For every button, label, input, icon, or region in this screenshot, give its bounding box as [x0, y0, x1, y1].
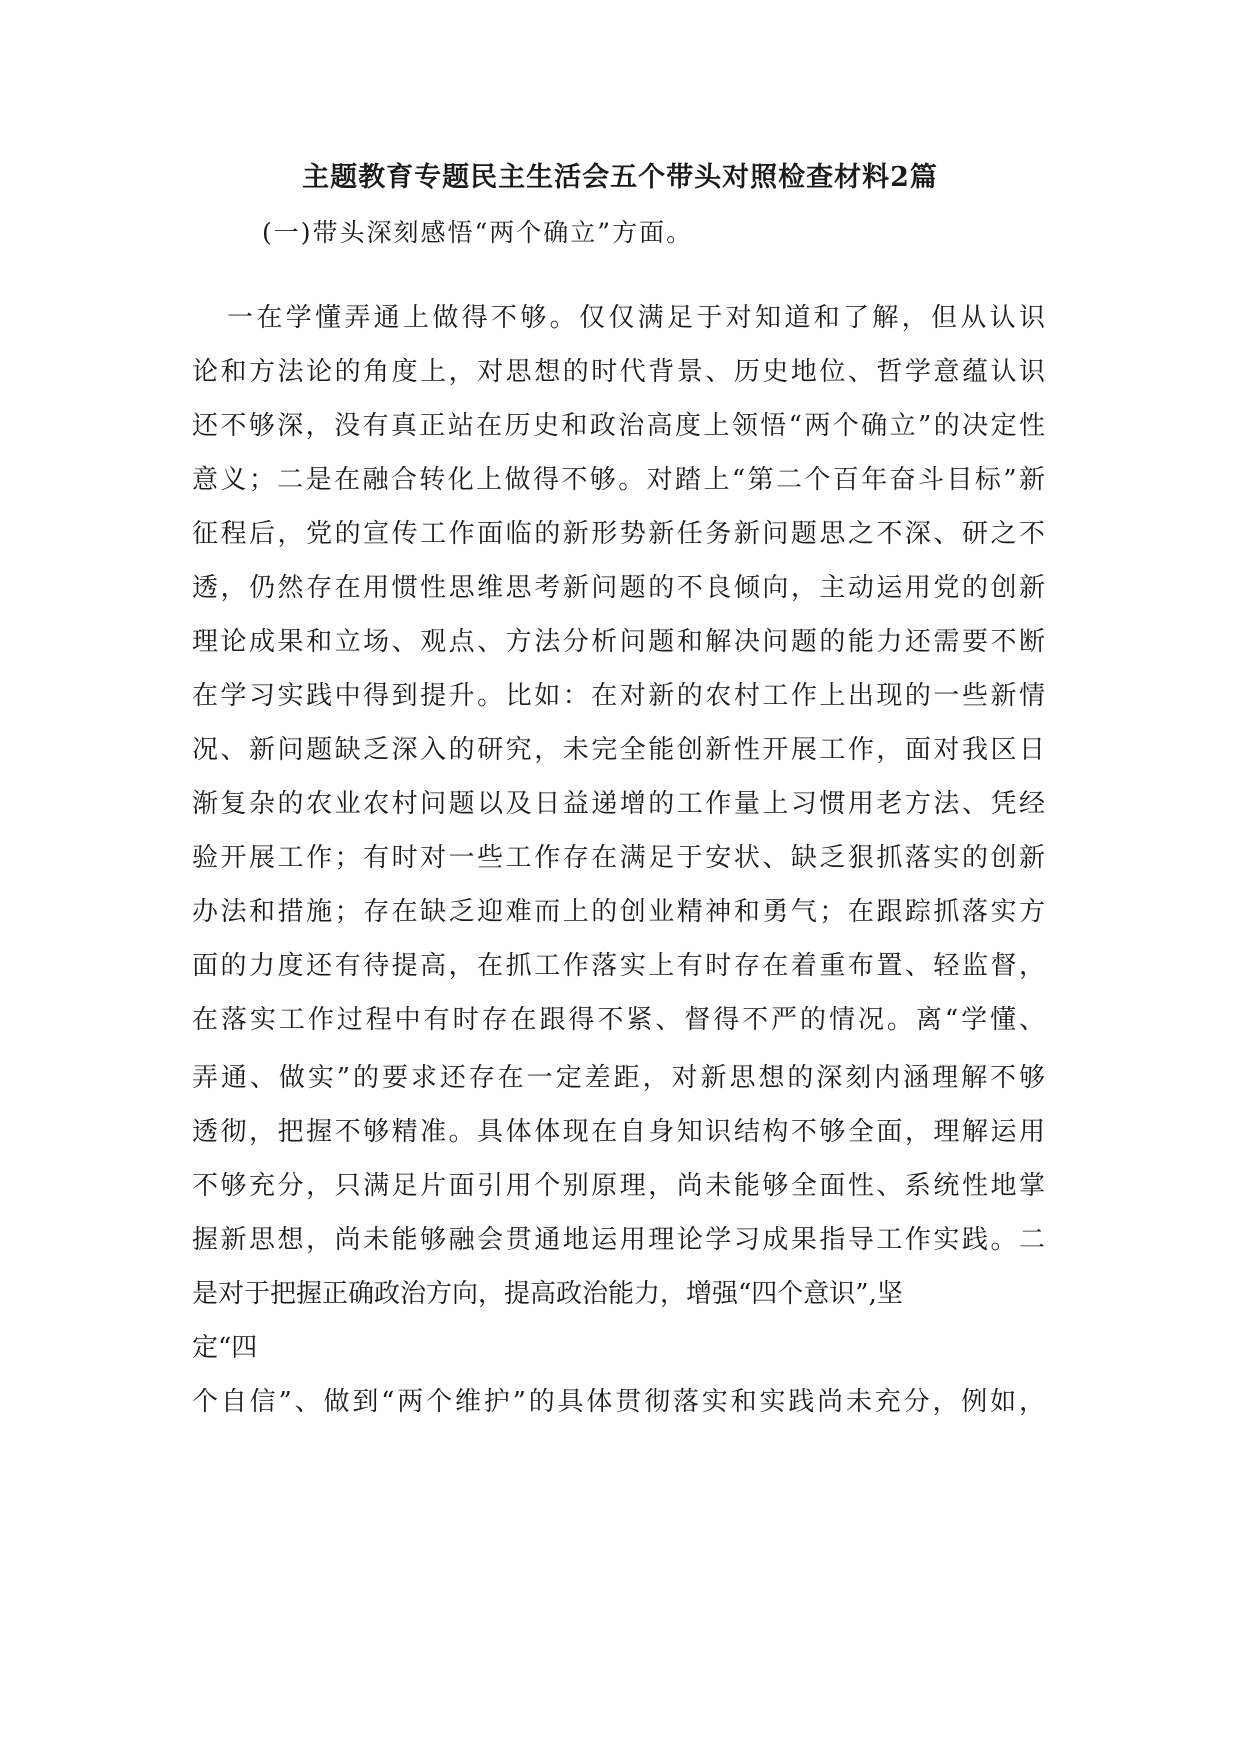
- document-title: 主题教育专题民主生活会五个带头对照检查材料2篇: [302, 162, 938, 193]
- paragraph-line: 一在学懂弄通上做得不够。仅仅满足于对知道和了解，但从认识: [227, 303, 1045, 333]
- paragraph-line: 理论成果和立场、观点、方法分析问题和解决问题的能力还需要不断: [192, 627, 1045, 657]
- paragraph-line: 透，仍然存在用惯性思维思考新问题的不良倾向，主动运用党的创新: [192, 573, 1045, 603]
- paragraph-line: 个自信”、做到“两个维护”的具体贯彻落实和实践尚未充分，例如，: [192, 1387, 1045, 1417]
- paragraph-line: 渐复杂的农业农村问题以及日益递增的工作量上习惯用老方法、凭经: [192, 789, 1045, 819]
- paragraph-line: 征程后，党的宣传工作面临的新形势新任务新问题思之不深、研之不: [192, 519, 1045, 549]
- paragraph-line: 意义；二是在融合转化上做得不够。对踏上“第二个百年奋斗目标”新: [192, 465, 1045, 495]
- paragraph-line: 验开展工作；有时对一些工作存在满足于安状、缺乏狠抓落实的创新: [192, 843, 1045, 873]
- paragraph-line: 不够充分，只满足片面引用个别原理，尚未能够全面性、系统性地掌: [192, 1171, 1045, 1201]
- paragraph-line: 握新思想，尚未能够融会贯通地运用理论学习成果指导工作实践。二: [192, 1225, 1045, 1255]
- section-heading: (一)带头深刻感悟“两个确立”方面。: [262, 218, 694, 247]
- paragraph-line: 在落实工作过程中有时存在跟得不紧、督得不严的情况。离“学懂、: [192, 1005, 1045, 1035]
- paragraph-line: 面的力度还有待提高，在抓工作落实上有时存在着重布置、轻监督，: [192, 951, 1045, 981]
- paragraph-line: 透彻，把握不够精准。具体体现在自身知识结构不够全面，理解运用: [192, 1117, 1045, 1147]
- paragraph-line: 还不够深，没有真正站在历史和政治高度上领悟“两个确立”的决定性: [192, 411, 1045, 441]
- paragraph-line: 办法和措施；存在缺乏迎难而上的创业精神和勇气；在跟踪抓落实方: [192, 897, 1045, 927]
- paragraph-line: 况、新问题缺乏深入的研究，未完全能创新性开展工作，面对我区日: [192, 735, 1045, 765]
- paragraph-line: 是对于把握正确政治方向，提高政治能力，增强“四个意识”,坚: [192, 1279, 903, 1309]
- paragraph-line: 论和方法论的角度上，对思想的时代背景、历史地位、哲学意蕴认识: [192, 357, 1045, 387]
- paragraph-line: 弄通、做实”的要求还存在一定差距，对新思想的深刻内涵理解不够: [192, 1063, 1045, 1093]
- paragraph-line: 在学习实践中得到提升。比如：在对新的农村工作上出现的一些新情: [192, 681, 1045, 711]
- paragraph-line: 定“四: [192, 1333, 258, 1363]
